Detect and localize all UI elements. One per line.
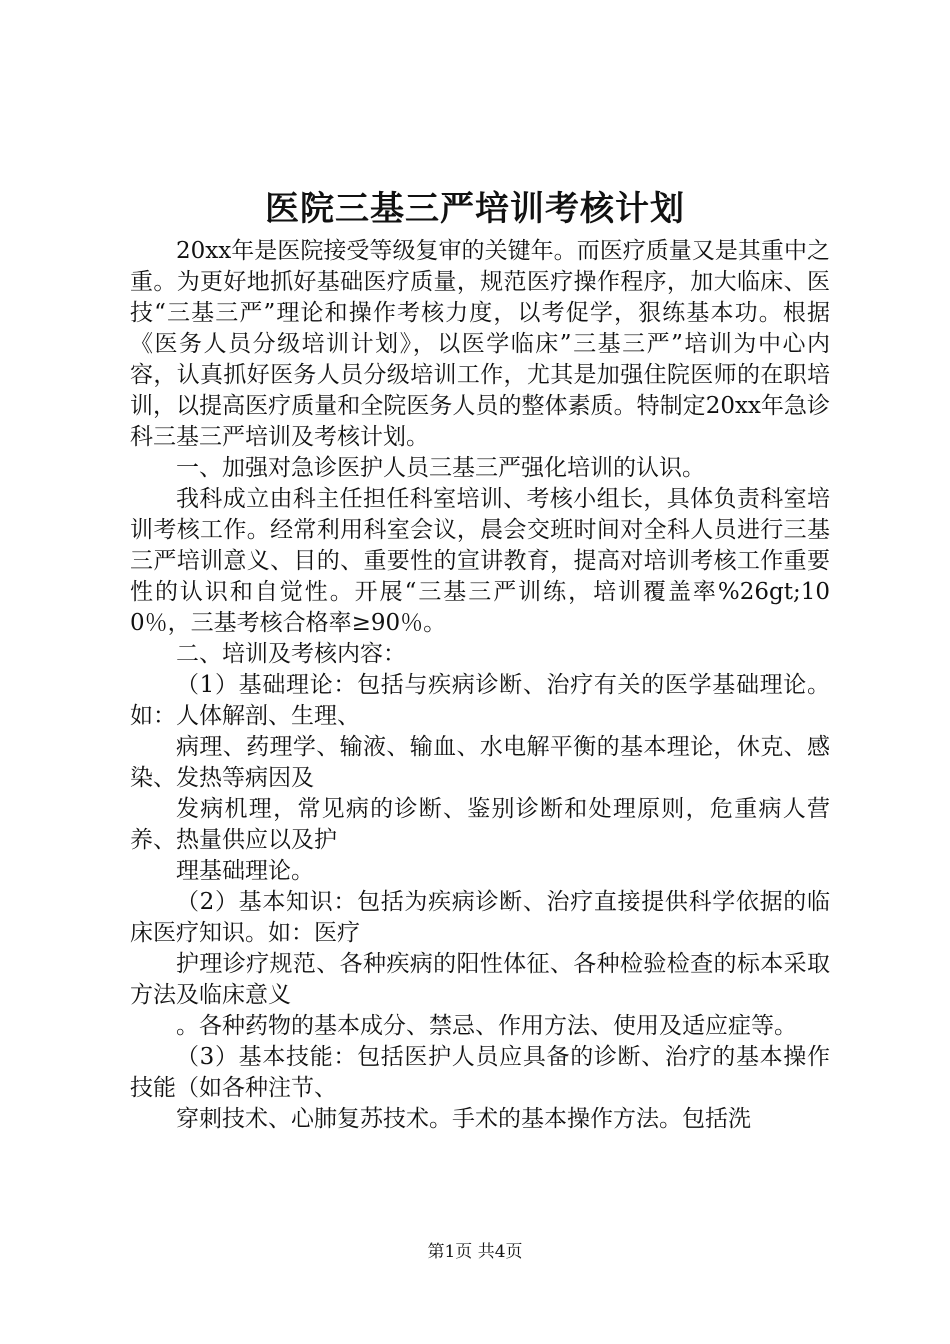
paragraph: 我科成立由科主任担任科室培训、考核小组长，具体负责科室培训考核工作。经常利用科室会议，晨会交班时间对全科人员进行三基三严培训意义、目的、重要性的宣讲教育，提高对培训考核工作重要性的认识和自觉性。开展“三基三严训练，培训覆盖率%26gt;100％，三基考核合格率≥90％。 xyxy=(130,486,830,636)
paragraph: （3）基本技能：包括医护人员应具备的诊断、治疗的基本操作技能（如各种注节、 xyxy=(130,1044,830,1101)
document-body xyxy=(130,236,830,1135)
section-heading: 一、加强对急诊医护人员三基三严强化培训的认识。 xyxy=(176,455,705,481)
paragraph: 病理、药理学、输液、输血、水电解平衡的基本理论，休克、感染、发热等病因及 xyxy=(130,734,830,791)
paragraph: 护理诊疗规范、各种疾病的阳性体征、各种检验检查的标本采取方法及临床意义 xyxy=(130,951,830,1008)
paragraph: 发病机理，常见病的诊断、鉴别诊断和处理原则，危重病人营养、热量供应以及护 xyxy=(130,796,830,853)
paragraph: 理基础理论。 xyxy=(176,858,314,884)
paragraph: （2）基本知识：包括为疾病诊断、治疗直接提供科学依据的临床医疗知识。如：医疗 xyxy=(130,889,830,946)
paragraph: 。各种药物的基本成分、禁忌、作用方法、使用及适应症等。 xyxy=(176,1013,797,1039)
document-title: 医院三基三严培训考核计划 xyxy=(265,189,685,229)
paragraph: 穿刺技术、心肺复苏技术。手术的基本操作方法。包括洗 xyxy=(176,1106,751,1132)
paragraph: 20xx年是医院接受等级复审的关键年。而医疗质量又是其重中之重。为更好地抓好基础医疗质量，规范医疗操作程序，加大临床、医技“三基三严”理论和操作考核力度，以考促学，狠练基本功。根据《医务人员分级培训计划》，以医学临床”三基三严”培训为中心内容，认真抓好医务人员分级培训工作，尤其是加强住院医师的在职培训，以提高医疗质量和全院医务人员的整体素质。特制定20xx年急诊科三基三严培训及考核计划。 xyxy=(130,238,830,450)
page-number: 第1页 共4页 xyxy=(427,1242,523,1262)
paragraph: （1）基础理论：包括与疾病诊断、治疗有关的医学基础理论。如：人体解剖、生理、 xyxy=(130,672,830,729)
section-heading: 二、培训及考核内容： xyxy=(176,641,406,667)
